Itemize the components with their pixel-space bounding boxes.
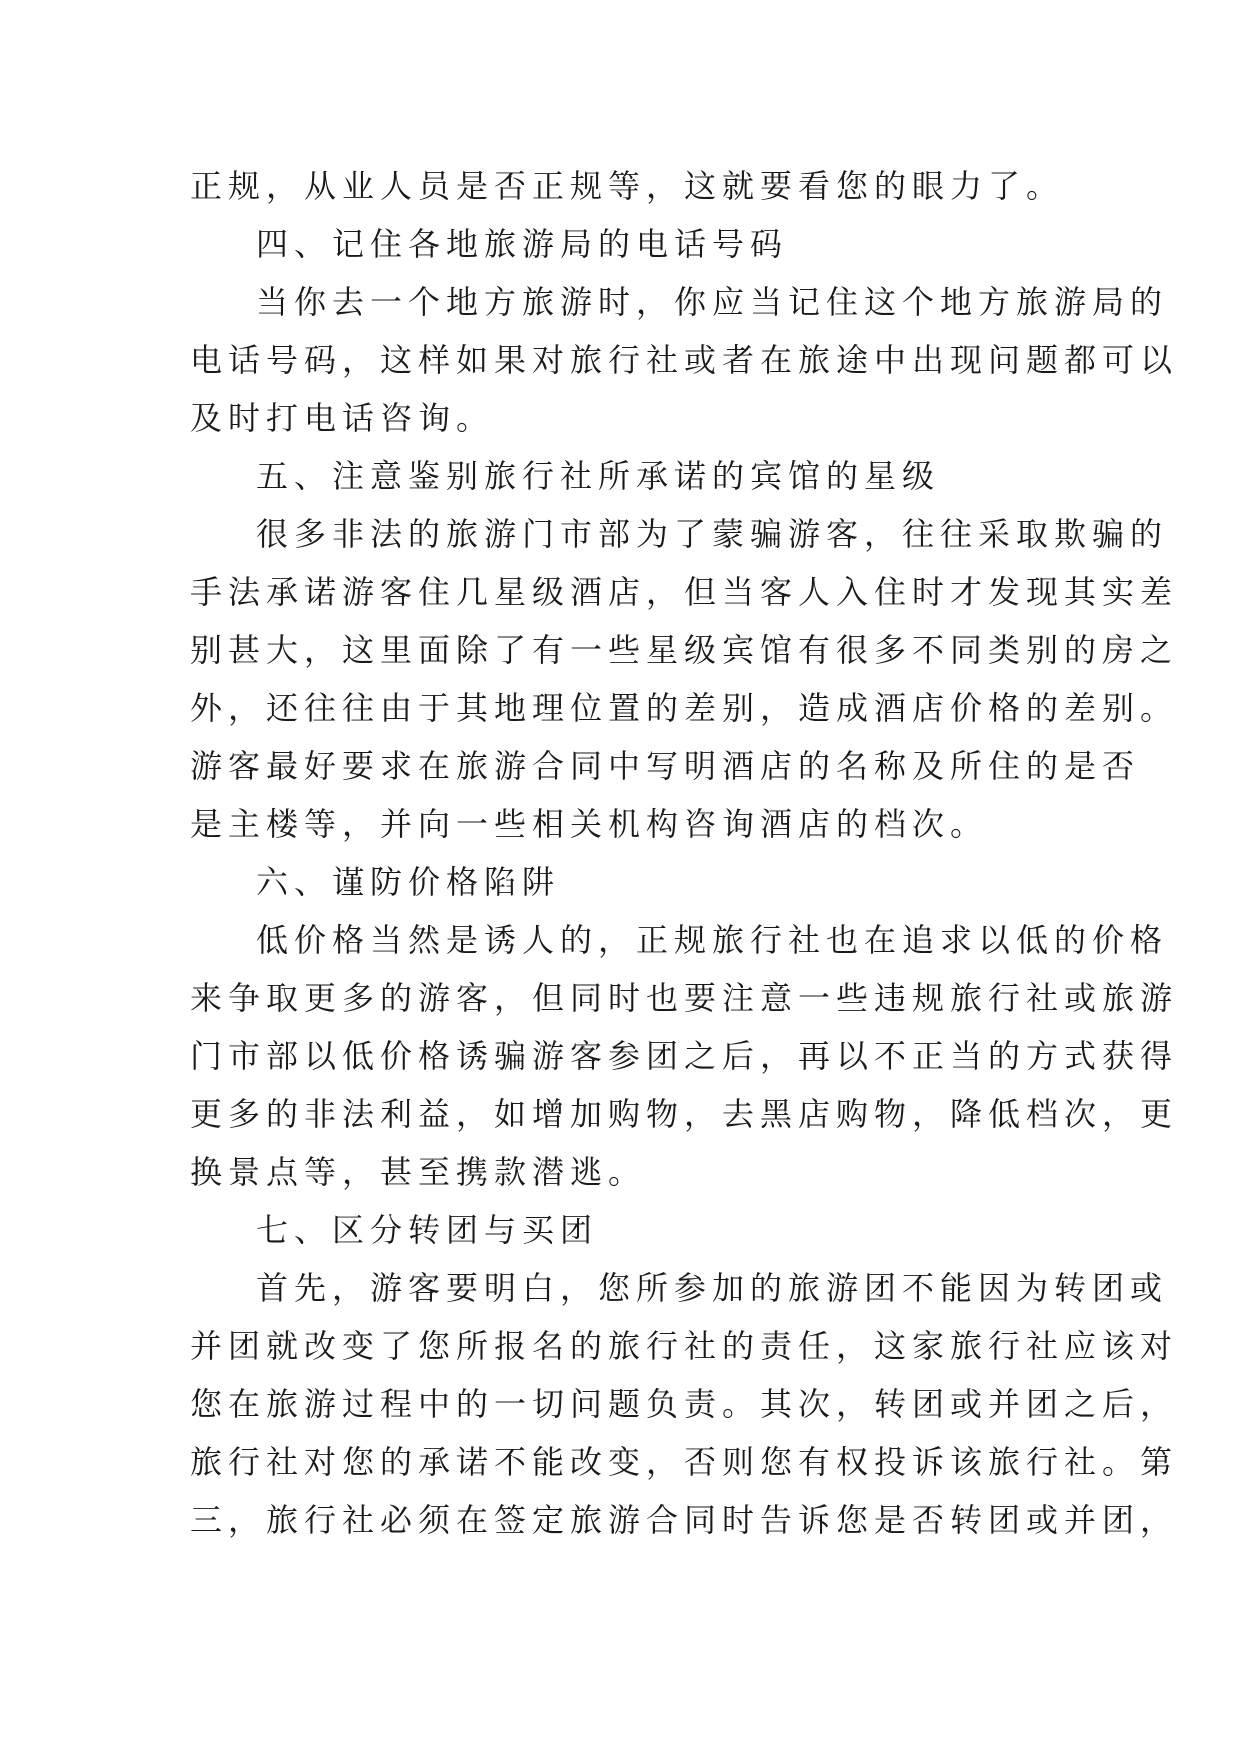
document-body bbox=[190, 157, 1179, 1549]
text-line: 四、记住各地旅游局的电话号码 bbox=[256, 225, 789, 263]
text-line: 电话号码，这样如果对旅行社或者在旅途中出现问题都可以 bbox=[190, 341, 1179, 379]
text-line: 五、注意鉴别旅行社所承诺的宾馆的星级 bbox=[256, 457, 941, 495]
text-line: 是主楼等，并向一些相关机构咨询酒店的档次。 bbox=[190, 805, 989, 843]
text-line: 别甚大，这里面除了有一些星级宾馆有很多不同类别的房之 bbox=[190, 631, 1179, 669]
text-line: 更多的非法利益，如增加购物，去黑店购物，降低档次，更 bbox=[190, 1095, 1179, 1133]
text-line: 外，还往往由于其地理位置的差别，造成酒店价格的差别。 bbox=[190, 689, 1179, 727]
text-line: 游客最好要求在旅游合同中写明酒店的名称及所住的是否 bbox=[190, 747, 1141, 785]
text-line: 门市部以低价格诱骗游客参团之后，再以不正当的方式获得 bbox=[190, 1037, 1179, 1075]
text-line: 当你去一个地方旅游时，你应当记住这个地方旅游局的 bbox=[256, 283, 1169, 321]
text-line: 六、谨防价格陷阱 bbox=[256, 863, 561, 901]
text-line: 三，旅行社必须在签定旅游合同时告诉您是否转团或并团， bbox=[190, 1501, 1179, 1539]
text-line: 换景点等，甚至携款潜逃。 bbox=[190, 1153, 647, 1191]
text-line: 手法承诺游客住几星级酒店，但当客人入住时才发现其实差 bbox=[190, 573, 1179, 611]
text-line: 七、区分转团与买团 bbox=[256, 1211, 599, 1249]
text-line: 首先，游客要明白，您所参加的旅游团不能因为转团或 bbox=[256, 1269, 1169, 1307]
text-line: 低价格当然是诱人的，正规旅行社也在追求以低的价格 bbox=[256, 921, 1169, 959]
text-line: 旅行社对您的承诺不能改变，否则您有权投诉该旅行社。第 bbox=[190, 1443, 1179, 1481]
text-line: 正规，从业人员是否正规等，这就要看您的眼力了。 bbox=[190, 167, 1065, 205]
text-line: 您在旅游过程中的一切问题负责。其次，转团或并团之后， bbox=[190, 1385, 1179, 1423]
text-line: 及时打电话咨询。 bbox=[190, 399, 495, 437]
text-line: 并团就改变了您所报名的旅行社的责任，这家旅行社应该对 bbox=[190, 1327, 1179, 1365]
text-line: 来争取更多的游客，但同时也要注意一些违规旅行社或旅游 bbox=[190, 979, 1179, 1017]
text-line: 很多非法的旅游门市部为了蒙骗游客，往往采取欺骗的 bbox=[256, 515, 1169, 553]
